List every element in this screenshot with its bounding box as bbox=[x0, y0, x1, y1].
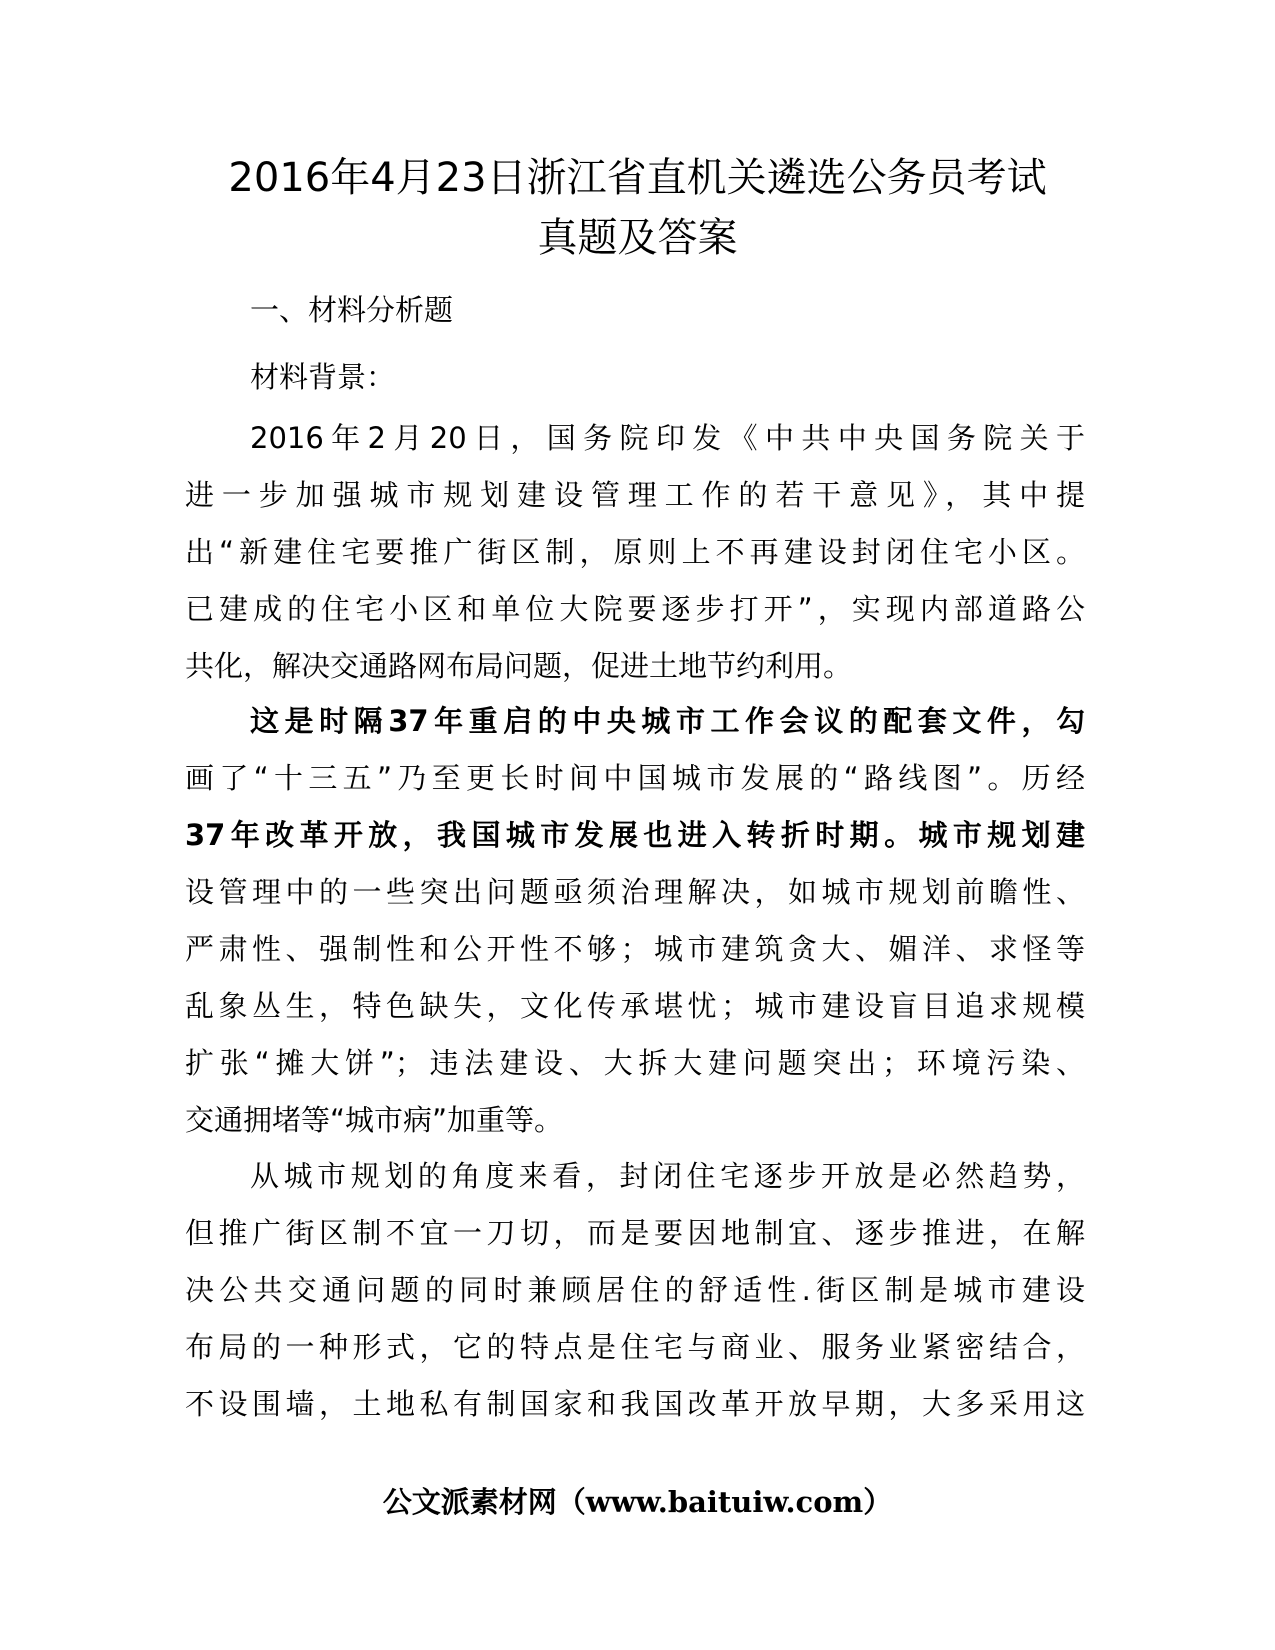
paragraph-line: 扩张“摊大饼”；违法建设、大拆大建问题突出；环境污染、 bbox=[185, 1046, 1085, 1080]
paragraph-line: 不设围墙，土地私有制国家和我国改革开放早期，大多采用这 bbox=[185, 1387, 1085, 1421]
title-line-2: 真题及答案 bbox=[537, 215, 738, 261]
section-heading: 一、材料分析题 bbox=[250, 293, 454, 327]
paragraph-1 bbox=[185, 410, 1085, 695]
paragraph-line: 严肃性、强制性和公开性不够；城市建筑贪大、媚洋、求怪等 bbox=[185, 932, 1085, 966]
paragraph-line: 画了“十三五”乃至更长时间中国城市发展的“路线图”。历经 bbox=[185, 761, 1085, 795]
paragraph-line: 共化，解决交通路网布局问题，促进土地节约利用。 bbox=[185, 649, 853, 683]
paragraph-line: 进一步加强城市规划建设管理工作的若干意见》，其中提 bbox=[185, 478, 1085, 512]
paragraph-line: 出“新建住宅要推广街区制，原则上不再建设封闭住宅小区。 bbox=[185, 535, 1085, 569]
paragraph-line: 从城市规划的角度来看，封闭住宅逐步开放是必然趋势， bbox=[250, 1159, 1085, 1193]
page-footer: 公文派素材网（www.baituiw.com） bbox=[382, 1485, 893, 1519]
paragraph-line: 已建成的住宅小区和单位大院要逐步打开”，实现内部道路公 bbox=[185, 592, 1085, 626]
paragraph-line: 决公共交通问题的同时兼顾居住的舒适性.街区制是城市建设 bbox=[185, 1273, 1085, 1307]
title-line-1: 2016年4月23日浙江省直机关遴选公务员考试 bbox=[228, 155, 1047, 201]
paragraph-line: 37年改革开放，我国城市发展也进入转折时期。城市规划建 bbox=[185, 818, 1085, 852]
paragraph-line: 2016年2月20日，国务院印发《中共中央国务院关于 bbox=[250, 421, 1085, 455]
paragraph-line: 但推广街区制不宜一刀切，而是要因地制宜、逐步推进，在解 bbox=[185, 1216, 1085, 1250]
document-title bbox=[140, 148, 1135, 268]
material-background-heading: 材料背景： bbox=[250, 360, 396, 394]
paragraph-2 bbox=[185, 693, 1085, 1149]
paragraph-line: 设管理中的一些突出问题亟须治理解决，如城市规划前瞻性、 bbox=[185, 875, 1085, 909]
paragraph-line: 这是时隔37年重启的中央城市工作会议的配套文件，勾 bbox=[250, 704, 1085, 738]
paragraph-line: 交通拥堵等“城市病”加重等。 bbox=[185, 1103, 564, 1137]
paragraph-line: 布局的一种形式，它的特点是住宅与商业、服务业紧密结合， bbox=[185, 1330, 1085, 1364]
paragraph-3 bbox=[185, 1148, 1085, 1433]
paragraph-line: 乱象丛生，特色缺失，文化传承堪忧；城市建设盲目追求规模 bbox=[185, 989, 1085, 1023]
